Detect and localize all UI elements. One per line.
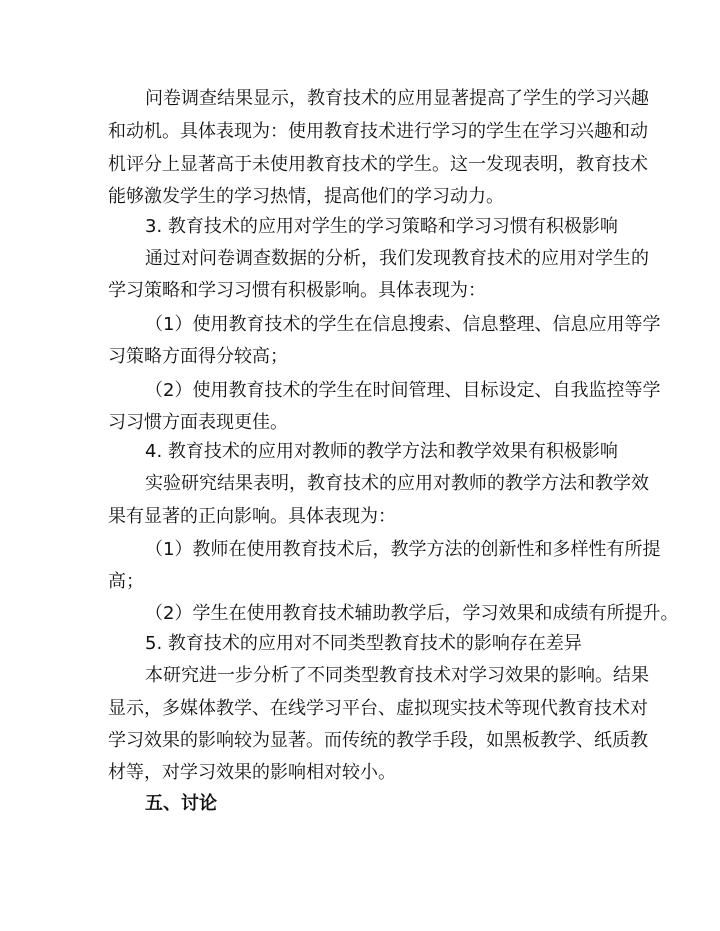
section-4-heading: 4. 教育技术的应用对教师的教学方法和教学效果有积极影响: [145, 441, 618, 462]
item4-1-line1: （1）教师在使用教育技术后，教学方法的创新性和多样性有所提: [145, 539, 661, 560]
para5-line1: 本研究进一步分析了不同类型教育技术对学习效果的影响。结果: [145, 665, 649, 686]
para1-line4: 能够激发学生的学习热情，提高他们的学习动力。: [108, 186, 504, 207]
section-5-heading: 5. 教育技术的应用对不同类型教育技术的影响存在差异: [145, 633, 582, 654]
para5-line3: 学习效果的影响较为显著。而传统的教学手段，如黑板教学、纸质教: [108, 730, 648, 751]
para4-line2: 果有显著的正向影响。具体表现为：: [108, 506, 396, 527]
section-discussion-heading: 五、讨论: [145, 793, 217, 814]
section-3-heading: 3. 教育技术的应用对学生的学习策略和学习习惯有积极影响: [145, 216, 618, 237]
item3-2-line1: （2）使用教育技术的学生在时间管理、目标设定、自我监控等学: [145, 380, 661, 401]
para1-line3: 机评分上显著高于未使用教育技术的学生。这一发现表明，教育技术: [108, 154, 648, 175]
para3-line1: 通过对问卷调查数据的分析，我们发现教育技术的应用对学生的: [145, 248, 649, 269]
para5-line2: 显示，多媒体教学、在线学习平台、虚拟现实技术等现代教育技术对: [108, 698, 648, 719]
para1-line2: 和动机。具体表现为：使用教育技术进行学习的学生在学习兴趣和动: [108, 121, 648, 142]
item4-2-line1: （2）学生在使用教育技术辅助教学后，学习效果和成绩有所提升。: [145, 603, 679, 624]
item3-1-line1: （1）使用教育技术的学生在信息搜索、信息整理、信息应用等学: [145, 314, 661, 335]
item3-1-line2: 习策略方面得分较高；: [108, 346, 288, 367]
para5-line4: 材等，对学习效果的影响相对较小。: [108, 762, 396, 783]
para1-line1: 问卷调查结果显示，教育技术的应用显著提高了学生的学习兴趣: [145, 88, 649, 109]
item3-2-line2: 习习惯方面表现更佳。: [108, 412, 288, 433]
para4-line1: 实验研究结果表明，教育技术的应用对教师的教学方法和教学效: [145, 473, 649, 494]
item4-1-line2: 高；: [108, 571, 144, 592]
para3-line2: 学习策略和学习习惯有积极影响。具体表现为：: [108, 280, 486, 301]
